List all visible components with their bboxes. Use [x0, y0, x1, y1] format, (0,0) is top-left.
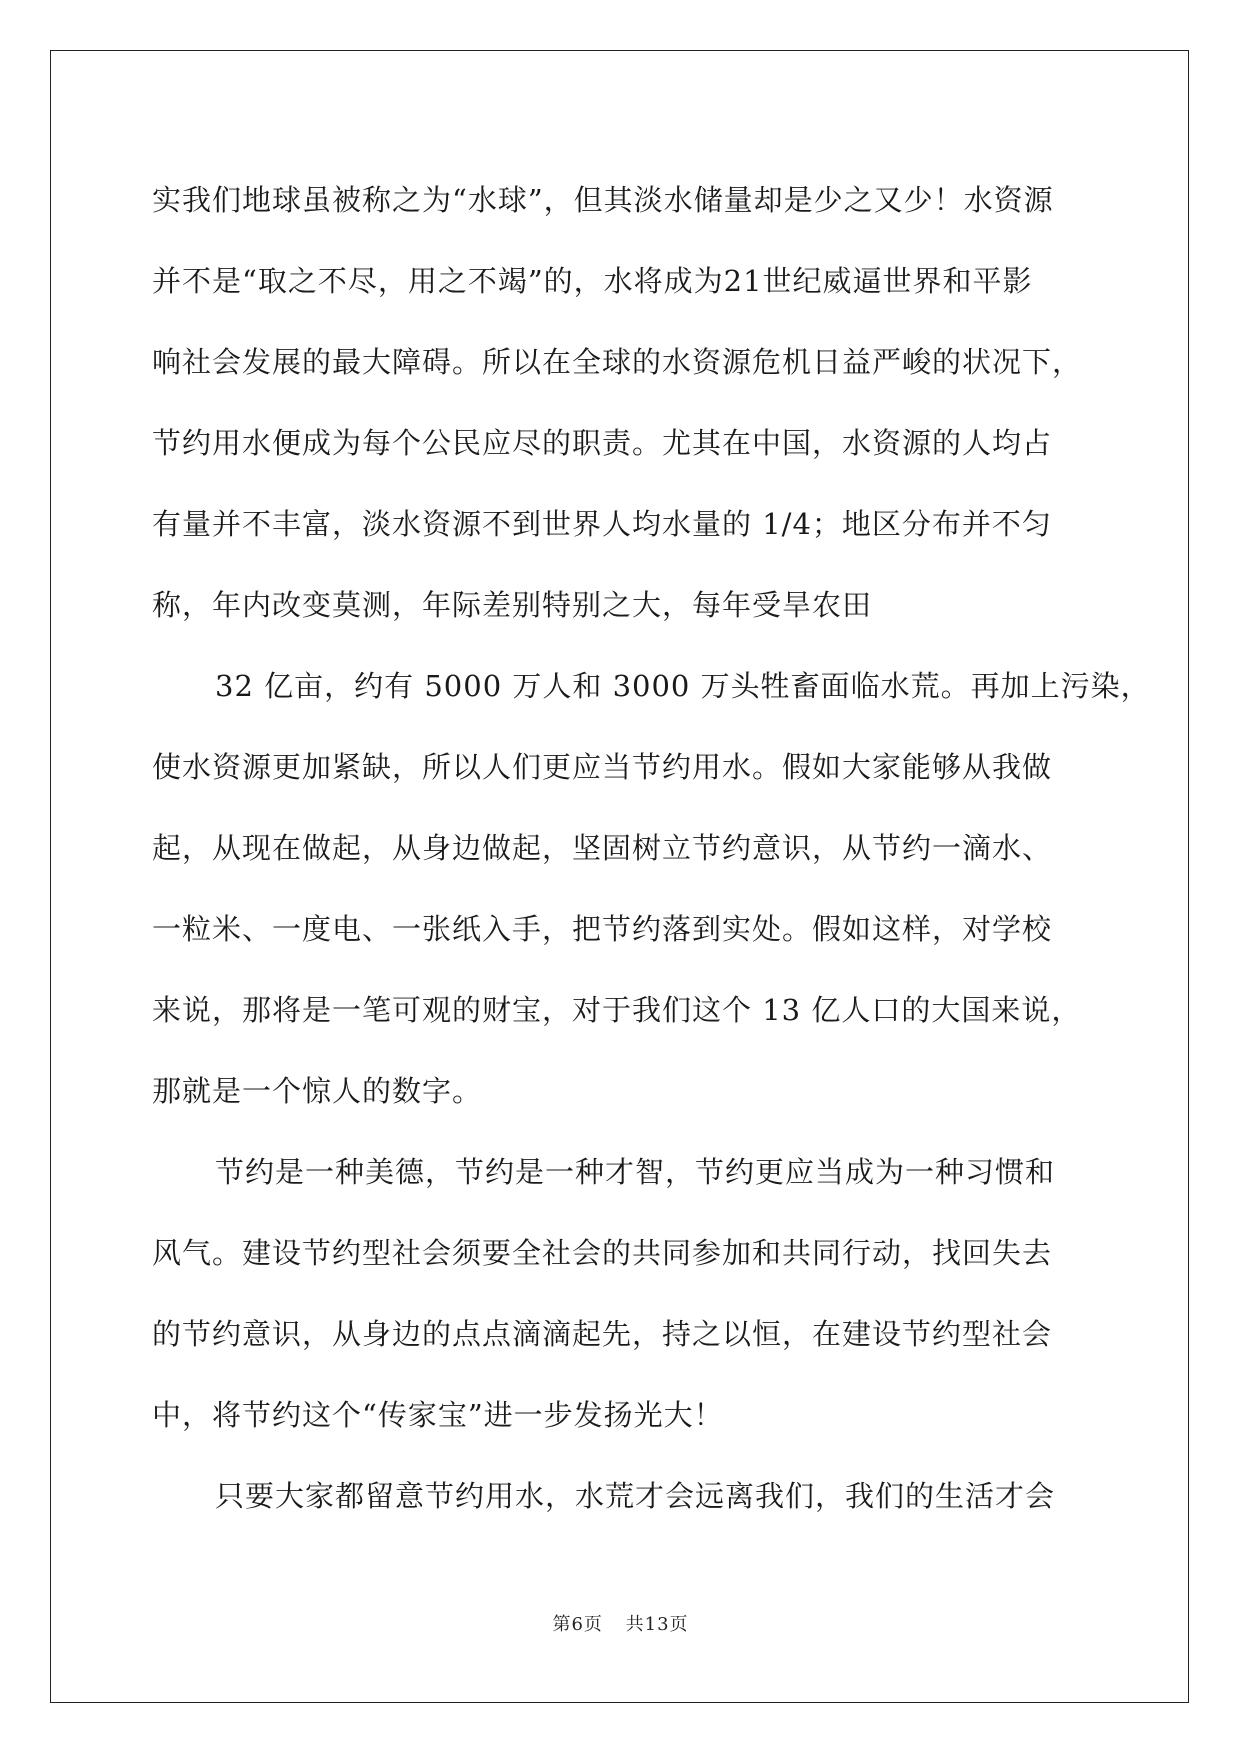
total-pages-label: 共13页: [625, 1614, 689, 1635]
paragraph-start-line: 只要大家都留意节约用水，水荒才会远离我们，我们的生活才会: [215, 1479, 1056, 1513]
document-body: [152, 160, 1151, 1537]
text-line: 实我们地球虽被称之为“水球”，但其淡水储量却是少之又少！水资源: [152, 183, 1054, 217]
text-line: 并不是“取之不尽，用之不竭”的，水将成为21世纪威逼世界和平影: [152, 264, 1033, 298]
paragraph-start-line: 32 亿亩，约有 5000 万人和 3000 万头牲畜面临水荒。再加上污染，: [215, 669, 1151, 703]
text-line: 中，将节约这个“传家宝”进一步发扬光大！: [152, 1398, 724, 1432]
text-line: 起，从现在做起，从身边做起，坚固树立节约意识，从节约一滴水、: [152, 831, 1053, 865]
text-line: 那就是一个惊人的数字。: [152, 1074, 483, 1108]
text-line: 有量并不丰富，淡水资源不到世界人均水量的 1/4；地区分布并不匀: [152, 507, 1052, 541]
text-line: 响社会发展的最大障碍。所以在全球的水资源危机日益严峻的状况下，: [152, 345, 1083, 379]
text-line: 来说，那将是一笔可观的财宝，对于我们这个 13 亿人口的大国来说，: [152, 993, 1082, 1027]
text-line: 节约用水便成为每个公民应尽的职责。尤其在中国，水资源的人均占: [152, 426, 1053, 460]
page-footer: [0, 1610, 1241, 1636]
text-line: 风气。建设节约型社会须要全社会的共同参加和共同行动，找回失去: [152, 1236, 1053, 1270]
text-line: 一粒米、一度电、一张纸入手，把节约落到实处。假如这样，对学校: [152, 912, 1053, 946]
text-line: 的节约意识，从身边的点点滴滴起先，持之以恒，在建设节约型社会: [152, 1317, 1053, 1351]
current-page-label: 第6页: [552, 1614, 603, 1635]
text-line: 使水资源更加紧缺，所以人们更应当节约用水。假如大家能够从我做: [152, 750, 1053, 784]
paragraph-start-line: 节约是一种美德，节约是一种才智，节约更应当成为一种习惯和: [215, 1155, 1056, 1189]
text-line: 称，年内改变莫测，年际差别特别之大，每年受旱农田: [152, 588, 873, 622]
